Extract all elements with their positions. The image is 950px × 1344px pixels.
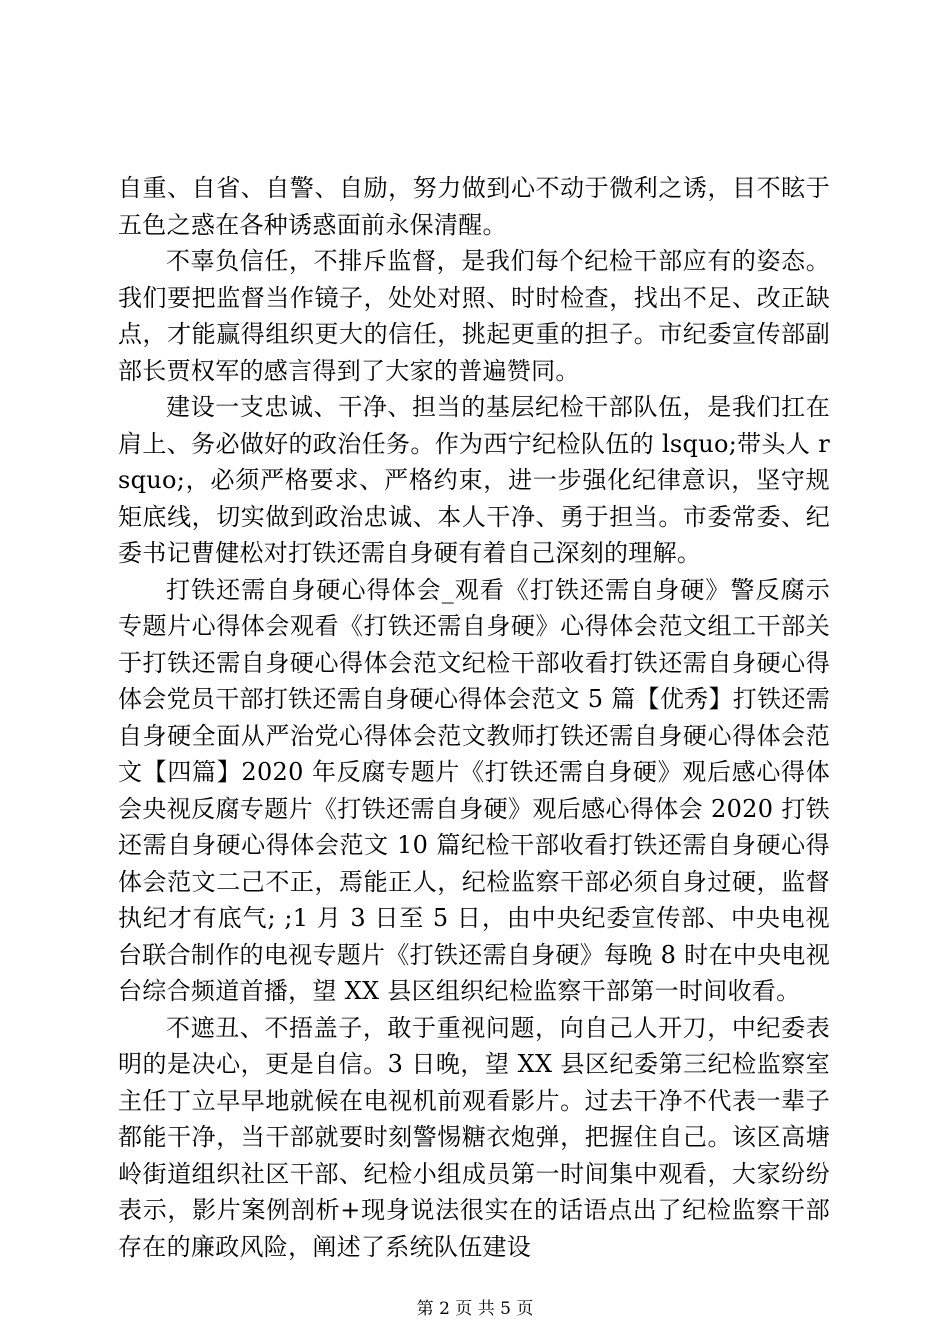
paragraph-4: 打铁还需自身硬心得体会_观看《打铁还需自身硬》警反腐示专题片心得体会观看《打铁还需自身硬》心得体会范文组工干部关于打铁还需自身硬心得体会范文纪检干部收看打铁还需自身硬心得体会党员干部打铁还需自身硬心得体会范文 5 篇【优秀】打铁还需自身硬全面从严治党心得体会范文教师打铁还需自身硬心得体会范文【四篇】2020 年反腐专题片《打铁还需自身硬》观后感心得体会央视反腐专题片《打铁还需自身硬》观后感心得体会 2020 打铁还需自身硬心得体会范文 10 篇纪检干部收看打铁还需自身硬心得体会范文二己不正，焉能正人，纪检监察干部必须自身过硬，监督执纪才有底气; ;1 月 3 日至 5 日，由中央纪委宣传部、中央电视台联合制作的电视专题片《打铁还需自身硬》每晚 8 时在中央电视台综合频道首播，望 XX 县区组织纪检监察干部第一时间收看。 xyxy=(118,575,830,1005)
document-body xyxy=(118,170,830,1265)
paragraph-5: 不遮丑、不捂盖子，敢于重视问题，向自己人开刀，中纪委表明的是决心，更是自信。3 日晚，望 XX 县区纪委第三纪检监察室主任丁立早早地就候在电视机前观看影片。过去干净不代表一辈子都能干净，当干部就要时刻警惕糖衣炮弹，把握住自己。该区高塘岭街道组织社区干部、纪检小组成员第一时间集中观看，大家纷纷表示，影片案例剖析+现身说法很实在的话语点出了纪检监察干部存在的廉政风险，阐述了系统队伍建设 xyxy=(118,1013,830,1261)
page-number-footer: 第 2 页 共 5 页 xyxy=(416,1299,534,1319)
paragraph-2: 不辜负信任，不排斥监督，是我们每个纪检干部应有的姿态。我们要把监督当作镜子，处处对照、时时检查，找出不足、改正缺点，才能赢得组织更大的信任，挑起更重的担子。市纪委宣传部副部长贾权军的感言得到了大家的普遍赞同。 xyxy=(118,247,830,385)
paragraph-1: 自重、自省、自警、自励，努力做到心不动于微利之诱，目不眩于五色之惑在各种诱惑面前永保清醒。 xyxy=(118,174,830,239)
paragraph-3: 建设一支忠诚、干净、担当的基层纪检干部队伍，是我们扛在肩上、务必做好的政治任务。作为西宁纪检队伍的 lsquo;带头人 rsquo;，必须严格要求、严格约束，进一步强化纪律意识，坚守规矩底线，切实做到政治忠诚、本人干净、勇于担当。市委常委、纪委书记曹健松对打铁还需自身硬有着自己深刻的理解。 xyxy=(118,393,830,567)
